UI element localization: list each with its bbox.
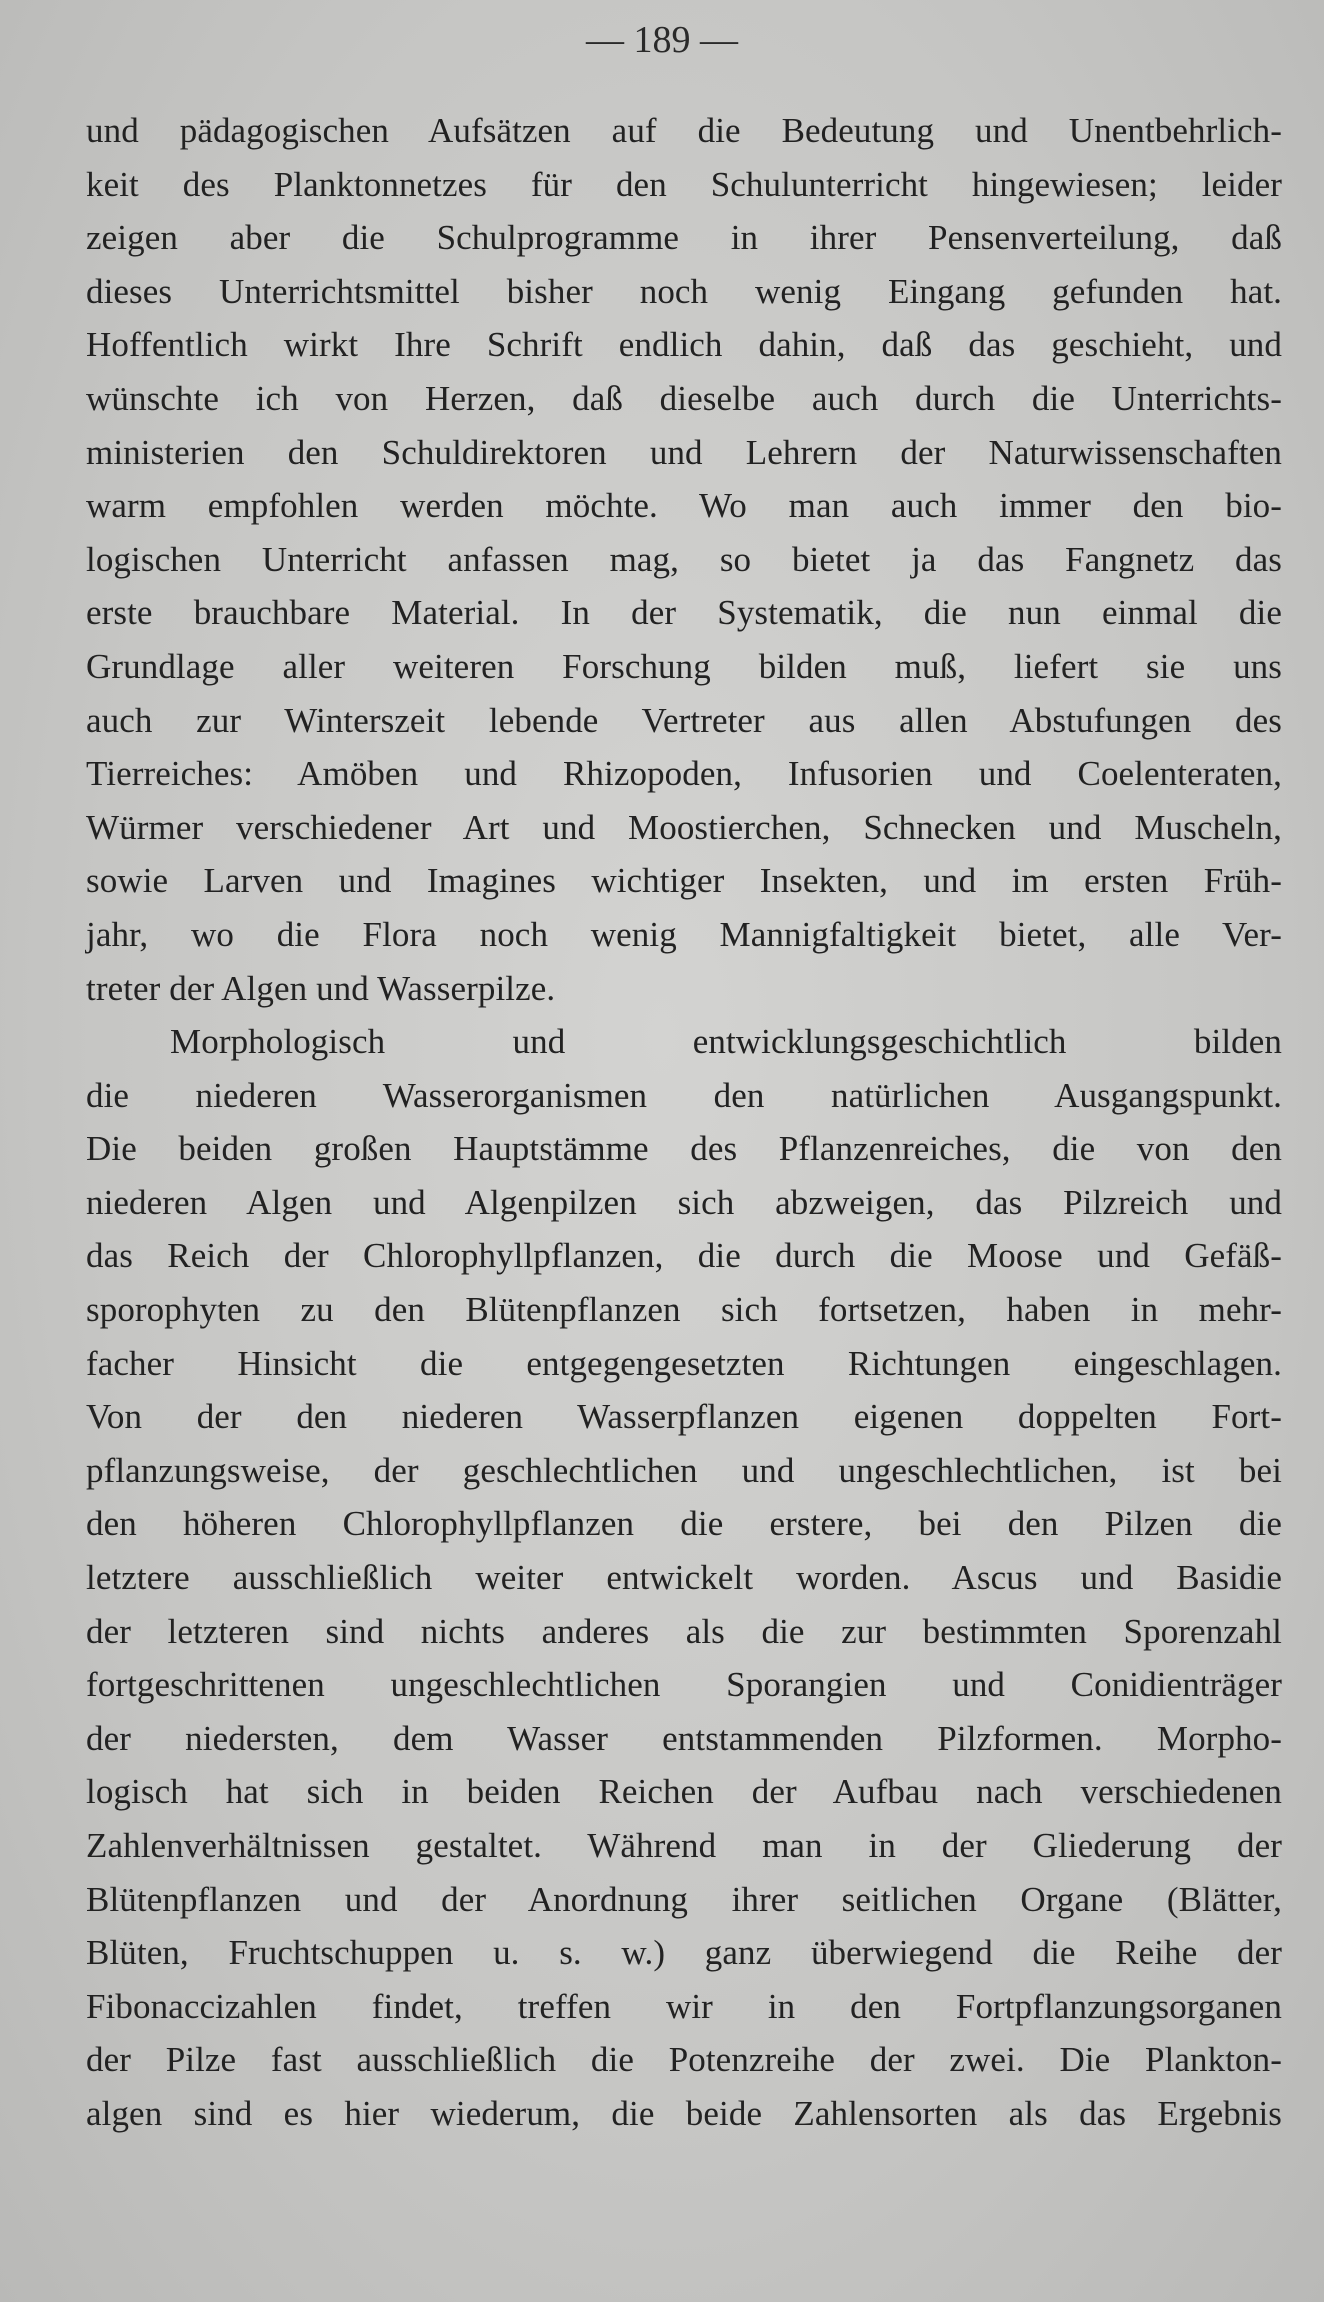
text-line: facher Hinsicht die entgegengesetzten Richtungen eingeschlagen. — [86, 1343, 1282, 1383]
text-line: sporophyten zu den Blütenpflanzen sich fortsetzen, haben in mehr- — [86, 1290, 1282, 1330]
text-line: das Reich der Chlorophyllpflanzen, die durch die Moose und Gefäß- — [86, 1236, 1282, 1276]
text-line: und pädagogischen Aufsätzen auf die Bedeutung und Unentbehrlich- — [86, 111, 1282, 150]
text-line: niederen Algen und Algenpilzen sich abzweigen, das Pilzreich und — [86, 1182, 1282, 1222]
text-line: Blüten, Fruchtschuppen u. s. w.) ganz überwiegend die Reihe der — [86, 1933, 1282, 1973]
text-line: algen sind es hier wiederum, die beide Zahlensorten als das Ergebnis — [86, 2093, 1282, 2133]
text-line: der letzteren sind nichts anderes als die zur bestimmten Sporenzahl — [86, 1611, 1282, 1651]
text-line: Morphologisch und entwicklungsgeschichtlich bilden — [170, 1022, 1282, 1062]
text-line: sowie Larven und Imagines wichtiger Insekten, und im ersten Früh- — [86, 861, 1282, 901]
text-line: den höheren Chlorophyllpflanzen die erstere, bei den Pilzen die — [86, 1504, 1282, 1544]
text-line: ministerien den Schuldirektoren und Lehrern der Naturwissenschaften — [86, 432, 1282, 472]
text-line: jahr, wo die Flora noch wenig Mannigfaltigkeit bietet, alle Ver- — [86, 914, 1282, 954]
text-line: die niederen Wasserorganismen den natürlichen Ausgangspunkt. — [86, 1075, 1282, 1115]
text-line: Die beiden großen Hauptstämme des Pflanzenreiches, die von den — [86, 1129, 1282, 1169]
text-line: Von der den niederen Wasserpflanzen eigenen doppelten Fort- — [86, 1397, 1282, 1437]
text-line: pflanzungsweise, der geschlechtlichen und ungeschlechtlichen, ist bei — [86, 1450, 1282, 1490]
text-line: der niedersten, dem Wasser entstammenden Pilzformen. Morpho- — [86, 1718, 1282, 1758]
text-line: Blütenpflanzen und der Anordnung ihrer seitlichen Organe (Blätter, — [86, 1879, 1282, 1919]
page-number: — 189 — — [586, 19, 738, 61]
text-line: treter der Algen und Wasserpilze. — [86, 968, 556, 1008]
text-line: Tierreiches: Amöben und Rhizopoden, Infusorien und Coelenteraten, — [86, 754, 1282, 794]
text-line: logischen Unterricht anfassen mag, so bietet ja das Fangnetz das — [86, 539, 1282, 579]
text-line: erste brauchbare Material. In der Systematik, die nun einmal die — [86, 593, 1282, 633]
paragraph-1 — [86, 104, 1282, 1015]
text-line: wünschte ich von Herzen, daß dieselbe auch durch die Unterrichts- — [86, 378, 1282, 418]
text-line: zeigen aber die Schulprogramme in ihrer Pensenverteilung, daß — [86, 218, 1282, 258]
paragraph-2 — [86, 1015, 1282, 2140]
text-line: Würmer verschiedener Art und Moostierchen, Schnecken und Muscheln, — [86, 807, 1282, 847]
text-line: Grundlage aller weiteren Forschung bilden muß, liefert sie uns — [86, 646, 1282, 686]
text-line: letztere ausschließlich weiter entwickelt worden. Ascus und Basidie — [86, 1558, 1282, 1598]
text-line: logisch hat sich in beiden Reichen der Aufbau nach verschiedenen — [86, 1772, 1282, 1812]
text-line: keit des Planktonnetzes für den Schulunterricht hingewiesen; leider — [86, 164, 1282, 204]
text-line: der Pilze fast ausschließlich die Potenzreihe der zwei. Die Plankton- — [86, 2040, 1282, 2080]
body-text — [86, 104, 1282, 2141]
text-line: auch zur Winterszeit lebende Vertreter aus allen Abstufungen des — [86, 700, 1282, 740]
text-line: warm empfohlen werden möchte. Wo man auch immer den bio- — [86, 486, 1282, 526]
text-line: fortgeschrittenen ungeschlechtlichen Sporangien und Conidienträger — [86, 1665, 1282, 1705]
text-line: Hoffentlich wirkt Ihre Schrift endlich dahin, daß das geschieht, und — [86, 325, 1282, 365]
text-line: Zahlenverhältnissen gestaltet. Während man in der Gliederung der — [86, 1826, 1282, 1865]
text-line: dieses Unterrichtsmittel bisher noch wenig Eingang gefunden hat. — [86, 271, 1282, 311]
text-line: Fibonaccizahlen findet, treffen wir in den Fortpflanzungsorganen — [86, 1986, 1282, 2026]
